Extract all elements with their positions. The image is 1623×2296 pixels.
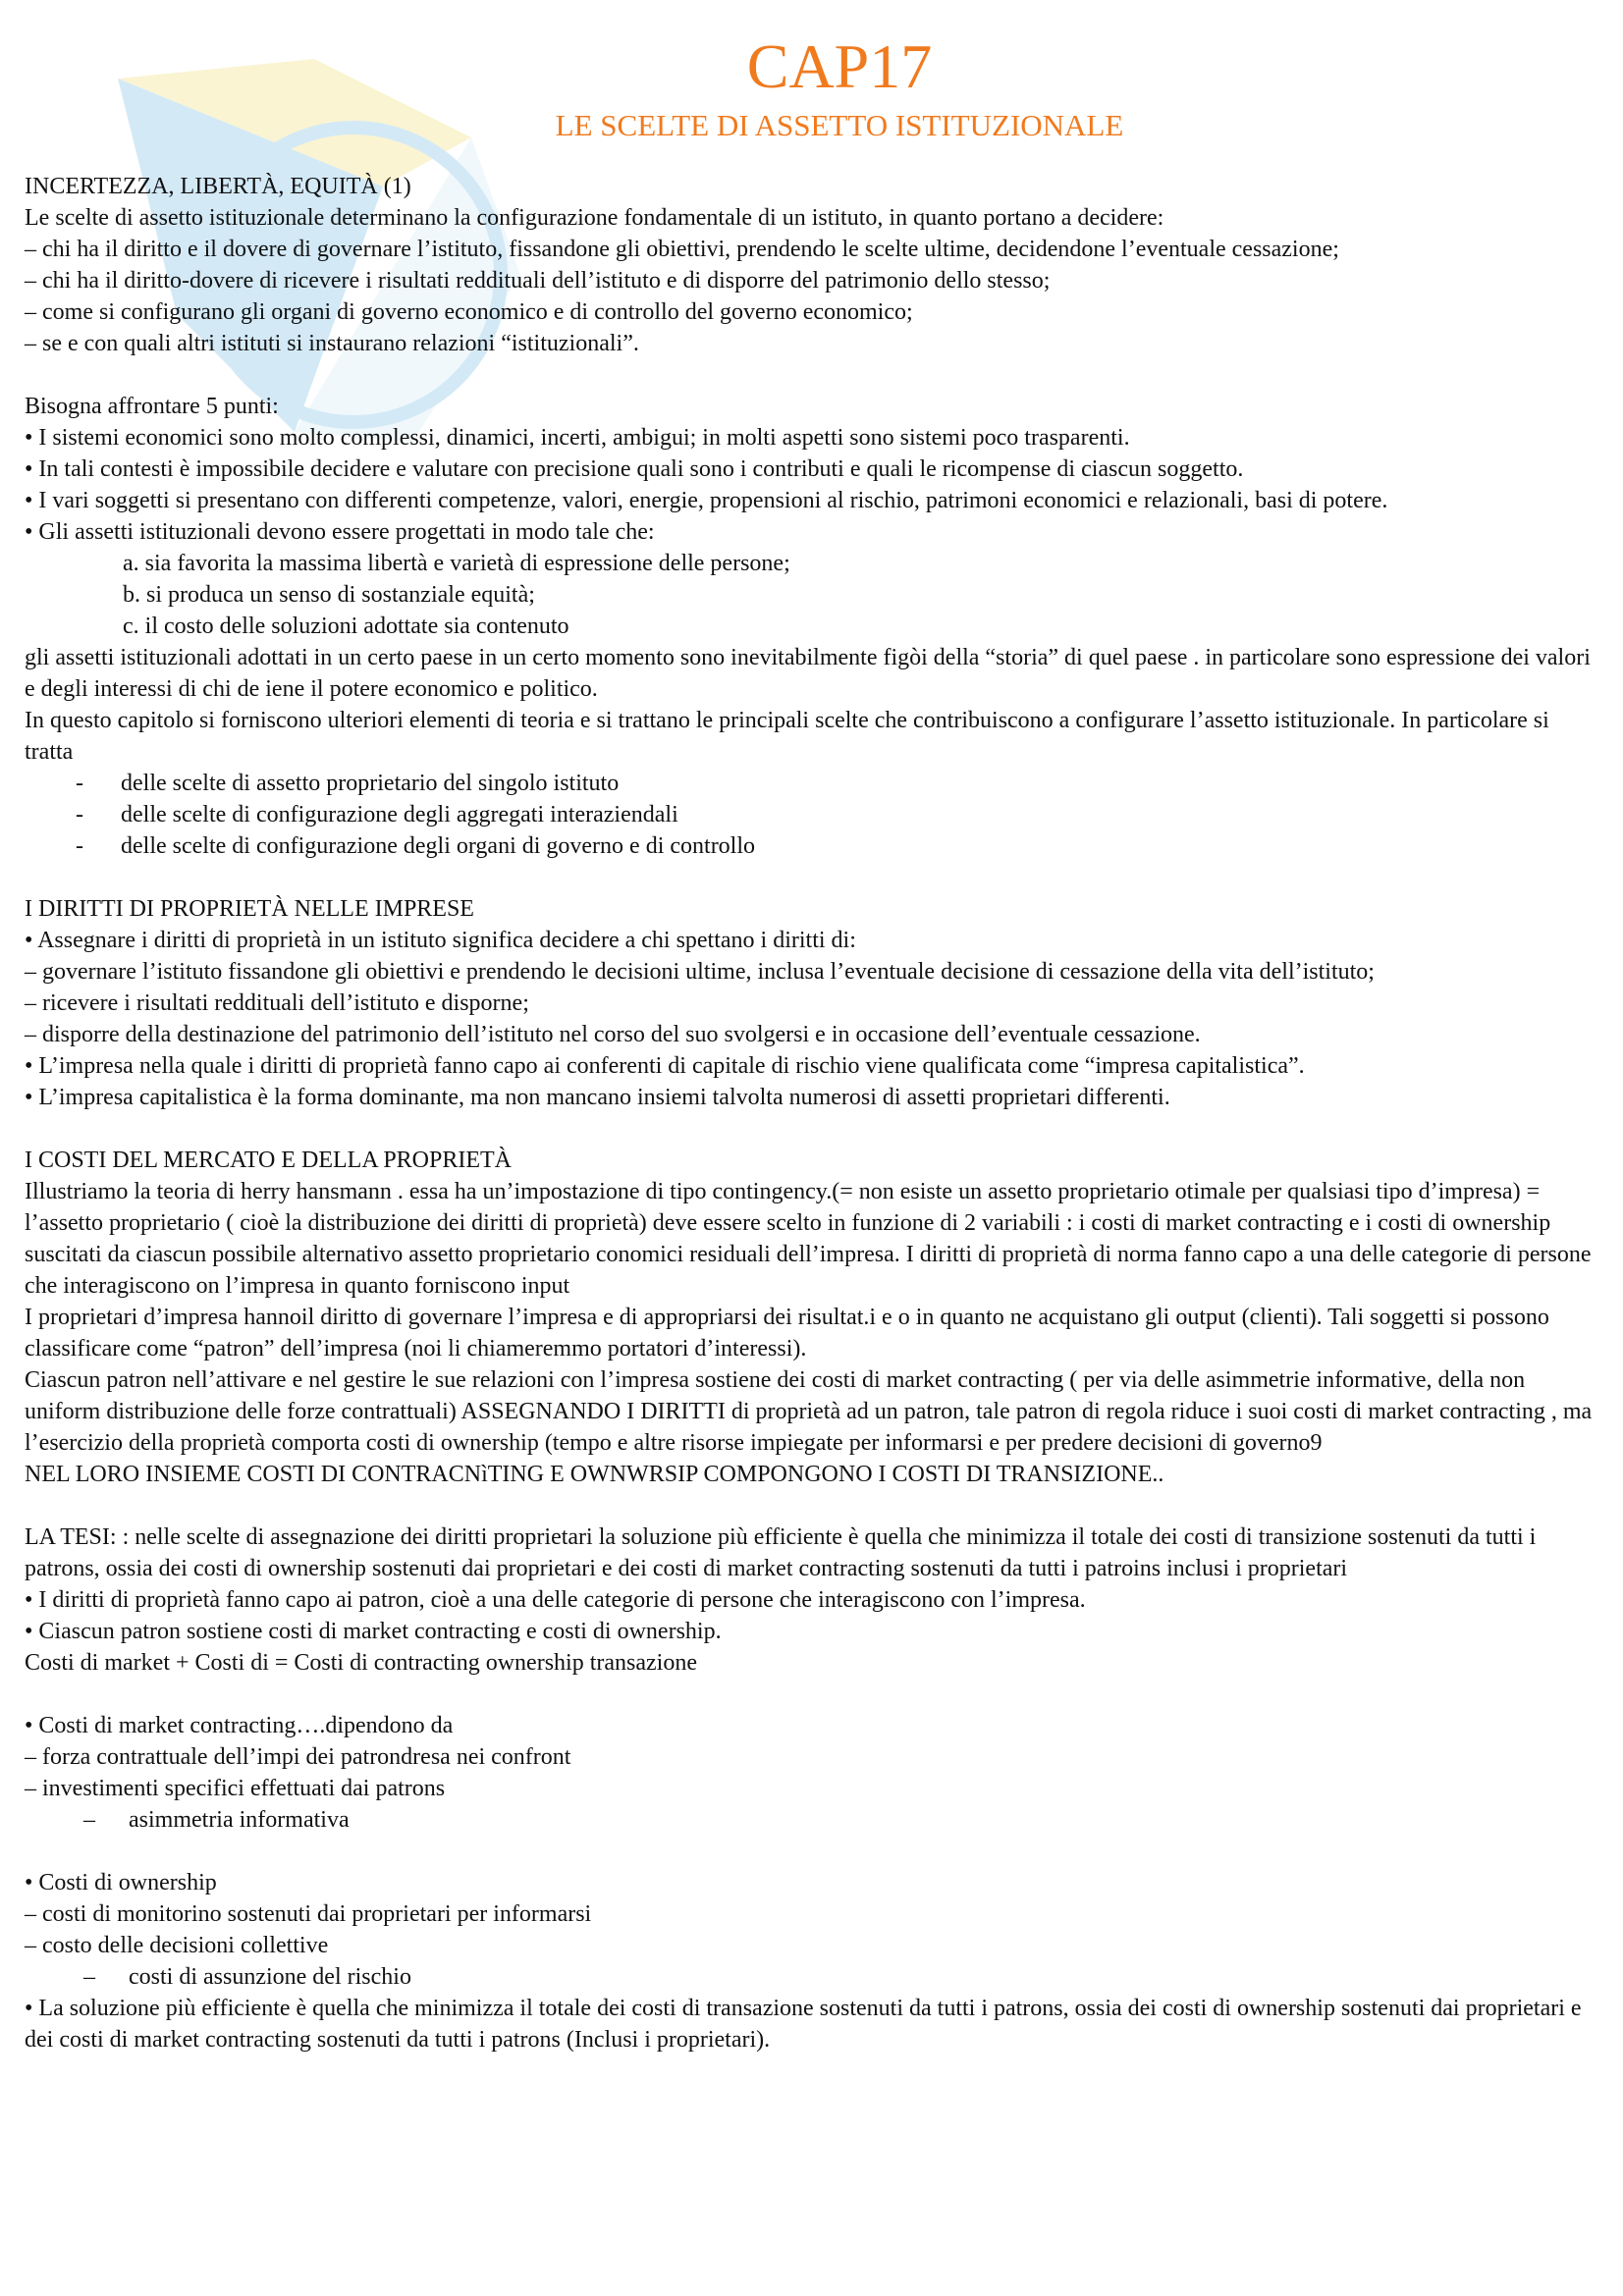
list-item: • Costi di ownership [25,1870,217,1896]
paragraph: Costi di market + Costi di = Costi di contracting ownership transazione [25,1650,697,1676]
list-item: • Costi di market contracting….dipendono da [25,1713,454,1738]
list-item: – costi di assunzione del rischio [83,1964,411,1990]
paragraph: gli assetti istituzionali adottati in un certo paese in un certo momento sono inevitabilmente figòi della “storia” di quel paese . in particolare sono espressione dei valori e degli interessi di chi de iene il potere economico e politico. [25,645,1591,702]
list-item: • I vari soggetti si presentano con differenti competenze, valori, energie, propensioni al rischio, patrimoni economici e relazionali, basi di potere. [25,488,1388,513]
list-item: b. si produca un senso di sostanziale equità; [123,582,535,608]
list-item: – forza contrattuale dell’impi dei patrondresa nei confront [25,1744,571,1770]
paragraph: Le scelte di assetto istituzionale determinano la configurazione fondamentale di un istituto, in quanto portano a decidere: [25,205,1164,231]
list-item: • I sistemi economici sono molto complessi, dinamici, incerti, ambigui; in molti aspetti sono sistemi poco trasparenti. [25,425,1130,451]
list-item: • Gli assetti istituzionali devono essere progettati in modo tale che: [25,519,655,545]
list-item: – costo delle decisioni collettive [25,1933,329,1958]
paragraph: In questo capitolo si forniscono ulteriori elementi di teoria e si trattano le principali scelte che contribuiscono a configurare l’assetto istituzionale. In particolare si tratta [25,708,1549,765]
list-item: – chi ha il diritto-dovere di ricevere i risultati reddituali dell’istituto e di disporre del patrimonio dello stesso; [25,268,1051,294]
list-item: – costi di monitorino sostenuti dai proprietari per informarsi [25,1901,592,1927]
list-item: – investimenti specifici effettuati dai patrons [25,1776,446,1801]
list-item: - delle scelte di configurazione degli aggregati interaziendali [76,802,678,828]
list-item: • Assegnare i diritti di proprietà in un istituto significa decidere a chi spettano i diritti di: [25,928,856,953]
section-heading-diritti: I DIRITTI DI PROPRIETÀ NELLE IMPRESE [25,896,474,922]
list-item: – se e con quali altri istituti si instaurano relazioni “istituzionali”. [25,331,639,356]
chapter-title: CAP17 [746,31,933,101]
list-item: • L’impresa nella quale i diritti di proprietà fanno capo ai conferenti di capitale di rischio viene qualificata come “impresa capitalistica”. [25,1053,1305,1079]
list-item: • In tali contesti è impossibile decidere e valutare con precisione quali sono i contributi e quali le ricompense di ciascun soggetto. [25,456,1244,482]
list-item: • Ciascun patron sostiene costi di market contracting e costi di ownership. [25,1619,722,1644]
list-item: c. il costo delle soluzioni adottate sia contenuto [123,614,569,639]
list-item: – chi ha il diritto e il dovere di governare l’istituto, fissandone gli obiettivi, prendendo le scelte ultime, decidendone l’eventuale cessazione; [25,237,1339,262]
list-item: • L’impresa capitalistica è la forma dominante, ma non mancano insiemi talvolta numerosi di assetti proprietari differenti. [25,1085,1170,1110]
paragraph: Illustriamo la teoria di herry hansmann . essa ha un’impostazione di tipo contingency.(= non esiste un assetto proprietario otimale per qualsiasi tipo d’impresa) = l’assetto proprietario ( cioè la distribuzione dei diritti di proprietà) deve essere scelto in funzione di 2 variabili : i costi di market contracting e i costi di ownership suscitati da ciascun possibile alternativo assetto proprietario conomici residuali dell’impresa. I diritti di proprietà di norma fanno capo a una delle categorie di persone che interagiscono on l’impresa in quanto forniscono input [25,1179,1592,1299]
list-item: – come si configurano gli organi di governo economico e di controllo del governo economico; [25,299,913,325]
list-item: • I diritti di proprietà fanno capo ai patron, cioè a una delle categorie di persone che interagiscono con l’impresa. [25,1587,1086,1613]
chapter-subtitle: LE SCELTE DI ASSETTO ISTITUZIONALE [555,108,1124,142]
paragraph: LA TESI: : nelle scelte di assegnazione dei diritti proprietari la soluzione più efficiente è quella che minimizza il totale dei costi di transizione sostenuti da tutti i patrons, ossia dei costi di ownership sostenuti dai proprietari e dei costi di market contracting sostenuti da tutti i patroins inclusi i proprietari [25,1524,1537,1581]
paragraph: I proprietari d’impresa hannoil diritto di governare l’impresa e di appropriarsi dei risultat.i e o in quanto ne acquistano gli output (clienti). Tali soggetti si possono classificare come “patron” dell’impresa (noi li chiameremmo portatori d’interessi). [25,1305,1549,1362]
paragraph: Ciascun patron nell’attivare e nel gestire le sue relazioni con l’impresa sostiene dei costi di market contracting ( per via delle asimmetrie informative, della non uniform distribuzione delle forze contrattuali) ASSEGNANDO I DIRITTI di proprietà ad un patron, tale patron di regola riduce i suoi costi di market contracting , ma l’esercizio della proprietà comporta costi di ownership (tempo e altre risorse impiegate per informarsi e per predere decisioni di governo9 [25,1367,1593,1456]
paragraph: NEL LORO INSIEME COSTI DI CONTRACNìTING E OWNWRSIP COMPONGONO I COSTI DI TRANSIZIONE.. [25,1462,1164,1487]
list-item: – ricevere i risultati reddituali dell’istituto e disporne; [25,990,529,1016]
paragraph: Bisogna affrontare 5 punti: [25,394,279,419]
paragraph: • La soluzione più efficiente è quella che minimizza il totale dei costi di transazione sostenuti da tutti i patrons, ossia dei costi di ownership sostenuti dai proprietari e dei costi di market contracting sostenuti da tutti i patrons (Inclusi i proprietari). [25,1996,1582,2053]
list-item: - delle scelte di assetto proprietario del singolo istituto [76,771,620,796]
list-item: – asimmetria informativa [83,1807,350,1833]
list-item: - delle scelte di configurazione degli organi di governo e di controllo [76,833,756,859]
section-heading-costi: I COSTI DEL MERCATO E DELLA PROPRIETÀ [25,1148,513,1173]
list-item: – governare l’istituto fissandone gli obiettivi e prendendo le decisioni ultime, inclusa l’eventuale decisione di cessazione della vita dell’istituto; [25,959,1375,985]
document-page [25,27,1596,2056]
section-heading-incertezza: INCERTEZZA, LIBERTÀ, EQUITÀ (1) [25,174,411,199]
list-item: – disporre della destinazione del patrimonio dell’istituto nel corso del suo svolgersi e in occasione dell’eventuale cessazione. [25,1022,1201,1047]
list-item: a. sia favorita la massima libertà e varietà di espressione delle persone; [123,551,790,576]
